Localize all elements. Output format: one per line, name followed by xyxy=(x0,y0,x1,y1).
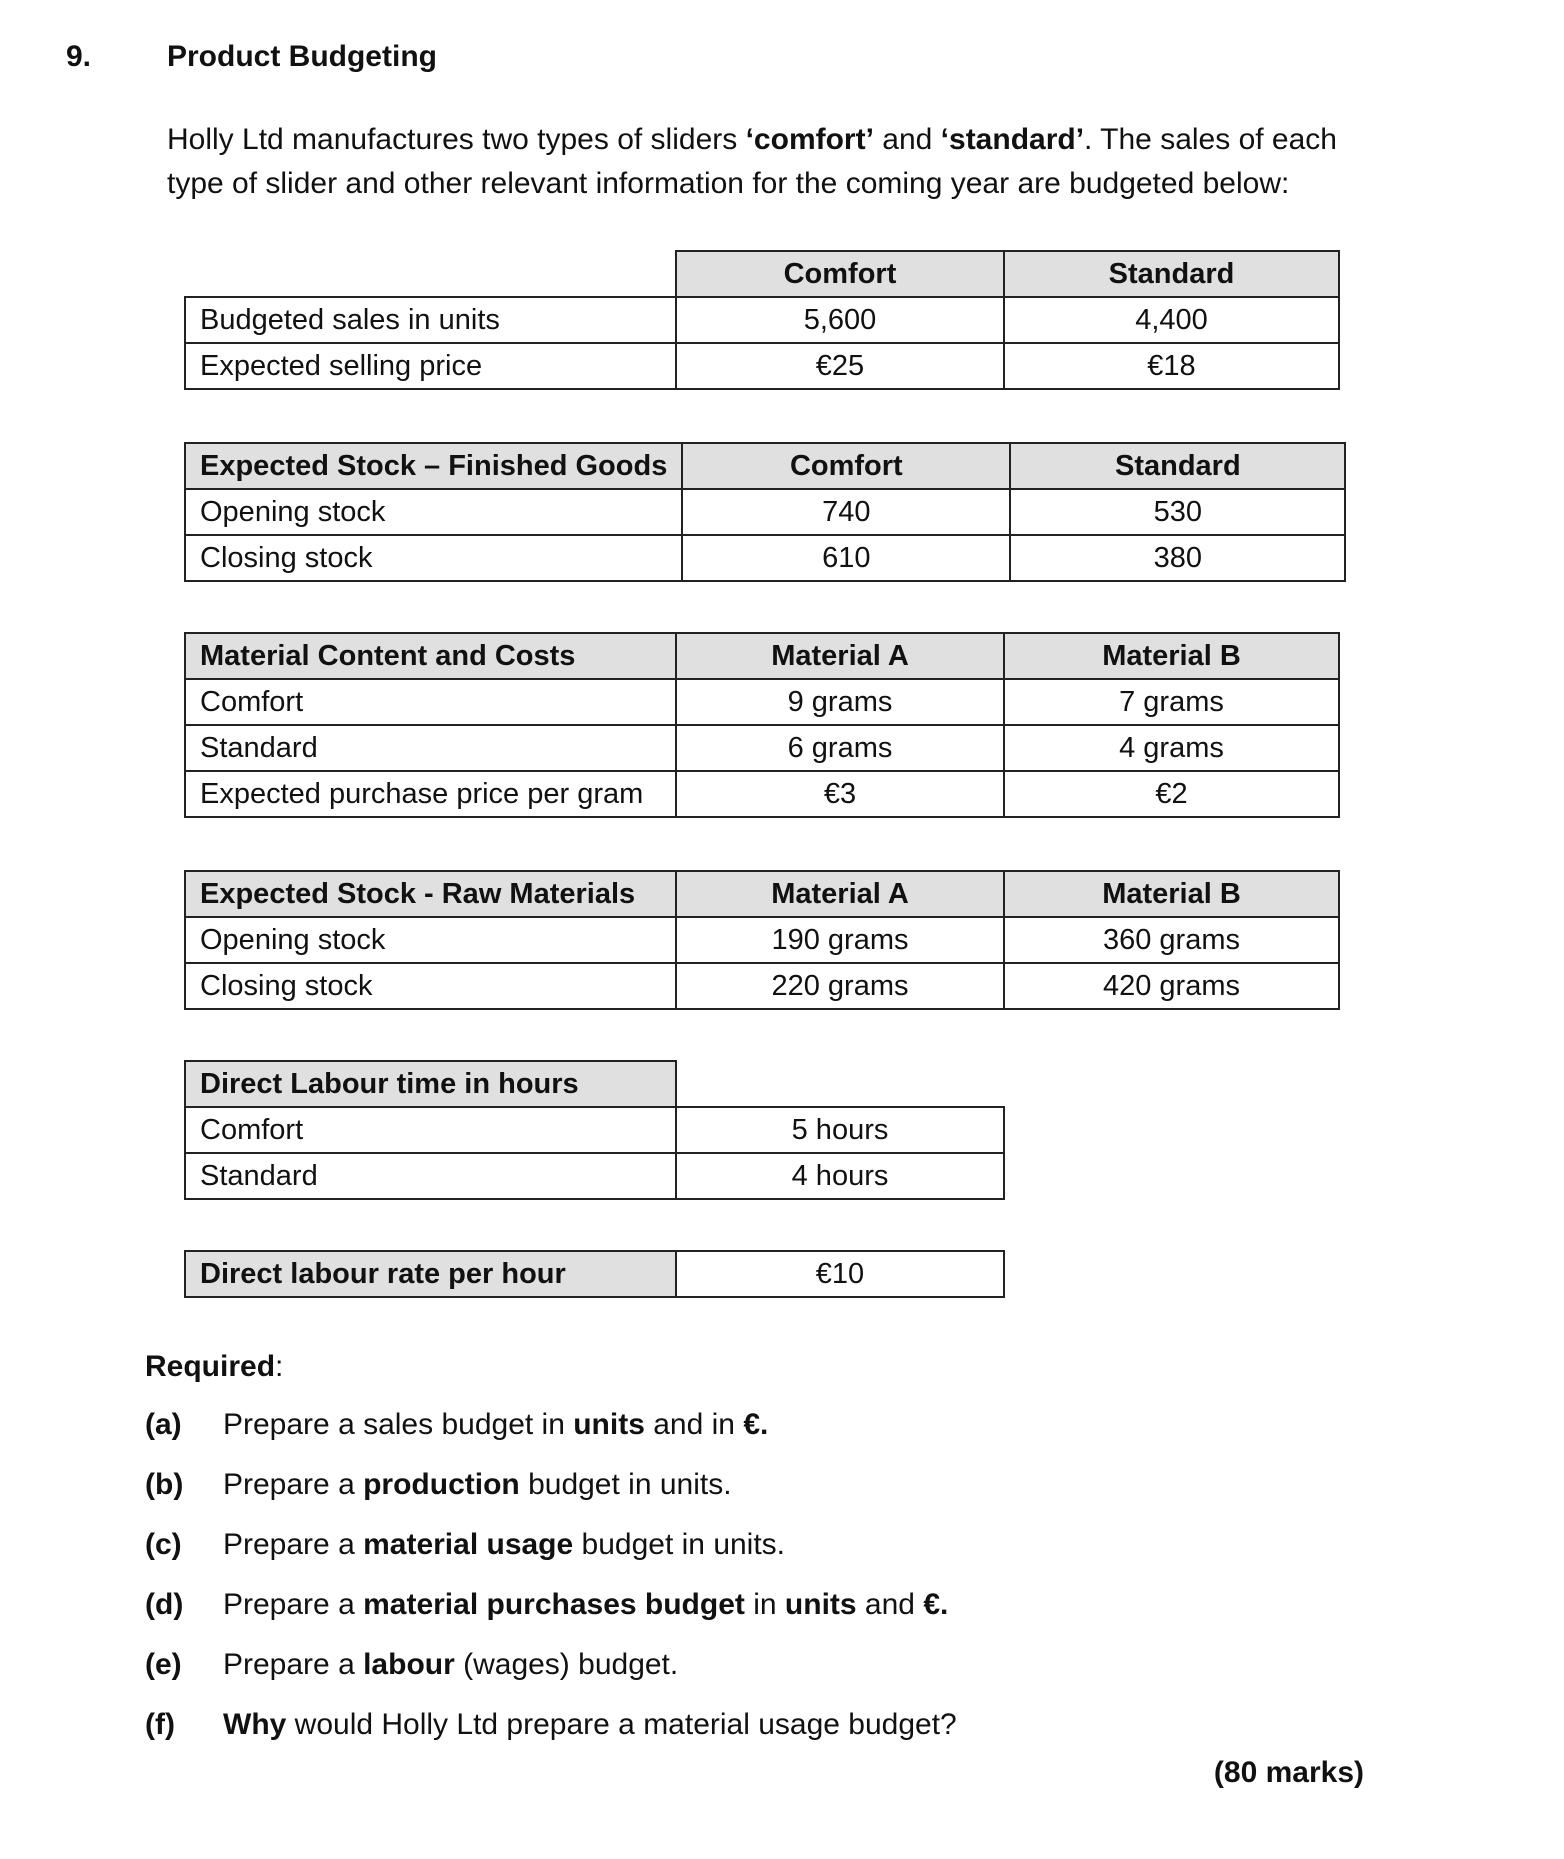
col-header: Comfort xyxy=(682,443,1010,489)
table-title: Expected Stock - Raw Materials xyxy=(185,871,676,917)
empty-cell xyxy=(676,1061,1004,1107)
item-text xyxy=(223,1708,957,1742)
table-row xyxy=(185,771,1339,817)
item-text xyxy=(223,1648,678,1682)
row-label: Comfort xyxy=(185,1107,676,1153)
list-item xyxy=(145,1528,957,1588)
cell: 610 xyxy=(682,535,1010,581)
finished-goods-table xyxy=(184,442,1346,582)
col-header: Material B xyxy=(1004,871,1339,917)
row-label: Opening stock xyxy=(185,489,682,535)
item-text xyxy=(223,1528,785,1562)
text: and xyxy=(856,1588,924,1621)
item-label: (c) xyxy=(145,1528,182,1561)
cell: 6 grams xyxy=(676,725,1004,771)
text-bold: . xyxy=(940,1588,949,1621)
item-text xyxy=(223,1468,732,1502)
text-bold: Why xyxy=(223,1708,287,1741)
table-title: Direct Labour time in hours xyxy=(185,1061,676,1107)
cell: 190 grams xyxy=(676,917,1004,963)
text: Prepare a xyxy=(223,1528,364,1561)
item-label: (e) xyxy=(145,1648,182,1681)
row-label: Expected selling price xyxy=(185,343,676,389)
text-bold: € xyxy=(743,1408,761,1441)
cell: 220 grams xyxy=(676,963,1004,1009)
cell: 380 xyxy=(1010,535,1345,581)
text: (wages) budget. xyxy=(454,1648,679,1681)
cell: €10 xyxy=(676,1251,1004,1297)
text-bold: production xyxy=(363,1468,520,1501)
text: Prepare a sales budget in xyxy=(223,1408,574,1441)
row-label: Comfort xyxy=(185,679,676,725)
list-item xyxy=(145,1588,957,1648)
text: Prepare a xyxy=(223,1648,364,1681)
item-label: (d) xyxy=(145,1588,184,1621)
required-label: Required xyxy=(145,1350,276,1383)
col-header: Standard xyxy=(1010,443,1345,489)
required-colon: : xyxy=(275,1350,284,1383)
cell: €18 xyxy=(1004,343,1339,389)
item-label: (a) xyxy=(145,1408,182,1441)
list-item xyxy=(145,1468,957,1528)
raw-materials-table xyxy=(184,870,1340,1010)
intro-text: Holly Ltd manufactures two types of sliders xyxy=(167,123,746,156)
table-title: Material Content and Costs xyxy=(185,633,676,679)
cell: 4,400 xyxy=(1004,297,1339,343)
text-bold: material purchases budget xyxy=(363,1588,745,1621)
labour-time-table xyxy=(184,1060,1005,1200)
text-bold: labour xyxy=(363,1648,455,1681)
table-title: Direct labour rate per hour xyxy=(185,1251,676,1297)
table-row xyxy=(185,343,1339,389)
table-row xyxy=(185,725,1339,771)
cell: 530 xyxy=(1010,489,1345,535)
row-label: Expected purchase price per gram xyxy=(185,771,676,817)
sales-table xyxy=(184,250,1340,390)
table-title: Expected Stock – Finished Goods xyxy=(185,443,682,489)
intro-comfort: ‘comfort’ xyxy=(745,123,874,156)
table-row xyxy=(185,297,1339,343)
table-row xyxy=(185,489,1345,535)
col-header: Material B xyxy=(1004,633,1339,679)
col-header: Standard xyxy=(1004,251,1339,297)
text: in xyxy=(744,1588,785,1621)
table-row xyxy=(185,1153,1004,1199)
row-label: Closing stock xyxy=(185,535,682,581)
col-header: Material A xyxy=(676,633,1004,679)
cell: €25 xyxy=(676,343,1004,389)
cell: 4 hours xyxy=(676,1153,1004,1199)
material-content-table xyxy=(184,632,1340,818)
text: Prepare a xyxy=(223,1588,364,1621)
list-item xyxy=(145,1408,957,1468)
row-label: Budgeted sales in units xyxy=(185,297,676,343)
text-bold: . xyxy=(760,1408,769,1441)
table-row xyxy=(185,963,1339,1009)
cell: 360 grams xyxy=(1004,917,1339,963)
question-title: Product Budgeting xyxy=(167,40,437,73)
item-text xyxy=(223,1408,768,1442)
col-header: Comfort xyxy=(676,251,1004,297)
cell: 5,600 xyxy=(676,297,1004,343)
marks-label: (80 marks) xyxy=(1213,1756,1364,1789)
intro-text: . The sales of each type of slider and other relevant information for the coming year are budgeted below: xyxy=(167,123,1337,200)
list-item xyxy=(145,1648,957,1708)
intro-text: and xyxy=(873,123,941,156)
text: would Holly Ltd prepare a material usage budget? xyxy=(286,1708,957,1741)
list-item xyxy=(145,1708,957,1768)
cell: 420 grams xyxy=(1004,963,1339,1009)
cell: 9 grams xyxy=(676,679,1004,725)
text: and in xyxy=(644,1408,744,1441)
table-corner xyxy=(185,251,676,297)
row-label: Standard xyxy=(185,725,676,771)
text: budget in units. xyxy=(519,1468,732,1501)
text-bold: units xyxy=(784,1588,857,1621)
required-heading xyxy=(145,1350,283,1384)
cell: 4 grams xyxy=(1004,725,1339,771)
cell: 7 grams xyxy=(1004,679,1339,725)
row-label: Opening stock xyxy=(185,917,676,963)
cell: €2 xyxy=(1004,771,1339,817)
cell: 5 hours xyxy=(676,1107,1004,1153)
text-bold: € xyxy=(923,1588,941,1621)
text-bold: material usage xyxy=(363,1528,574,1561)
row-label: Closing stock xyxy=(185,963,676,1009)
labour-rate-table xyxy=(184,1250,1005,1298)
row-label: Standard xyxy=(185,1153,676,1199)
table-row xyxy=(185,1107,1004,1153)
col-header: Material A xyxy=(676,871,1004,917)
required-list xyxy=(145,1408,957,1768)
item-label: (b) xyxy=(145,1468,184,1501)
question-number: 9. xyxy=(66,40,92,73)
table-row xyxy=(185,917,1339,963)
cell: 740 xyxy=(682,489,1010,535)
text: Prepare a xyxy=(223,1468,364,1501)
text: budget in units. xyxy=(573,1528,786,1561)
table-row xyxy=(185,679,1339,725)
intro-paragraph xyxy=(167,118,1367,206)
intro-standard: ‘standard’ xyxy=(940,123,1085,156)
table-row xyxy=(185,535,1345,581)
item-label: (f) xyxy=(145,1708,175,1741)
cell: €3 xyxy=(676,771,1004,817)
item-text xyxy=(223,1588,948,1622)
text-bold: units xyxy=(573,1408,645,1441)
